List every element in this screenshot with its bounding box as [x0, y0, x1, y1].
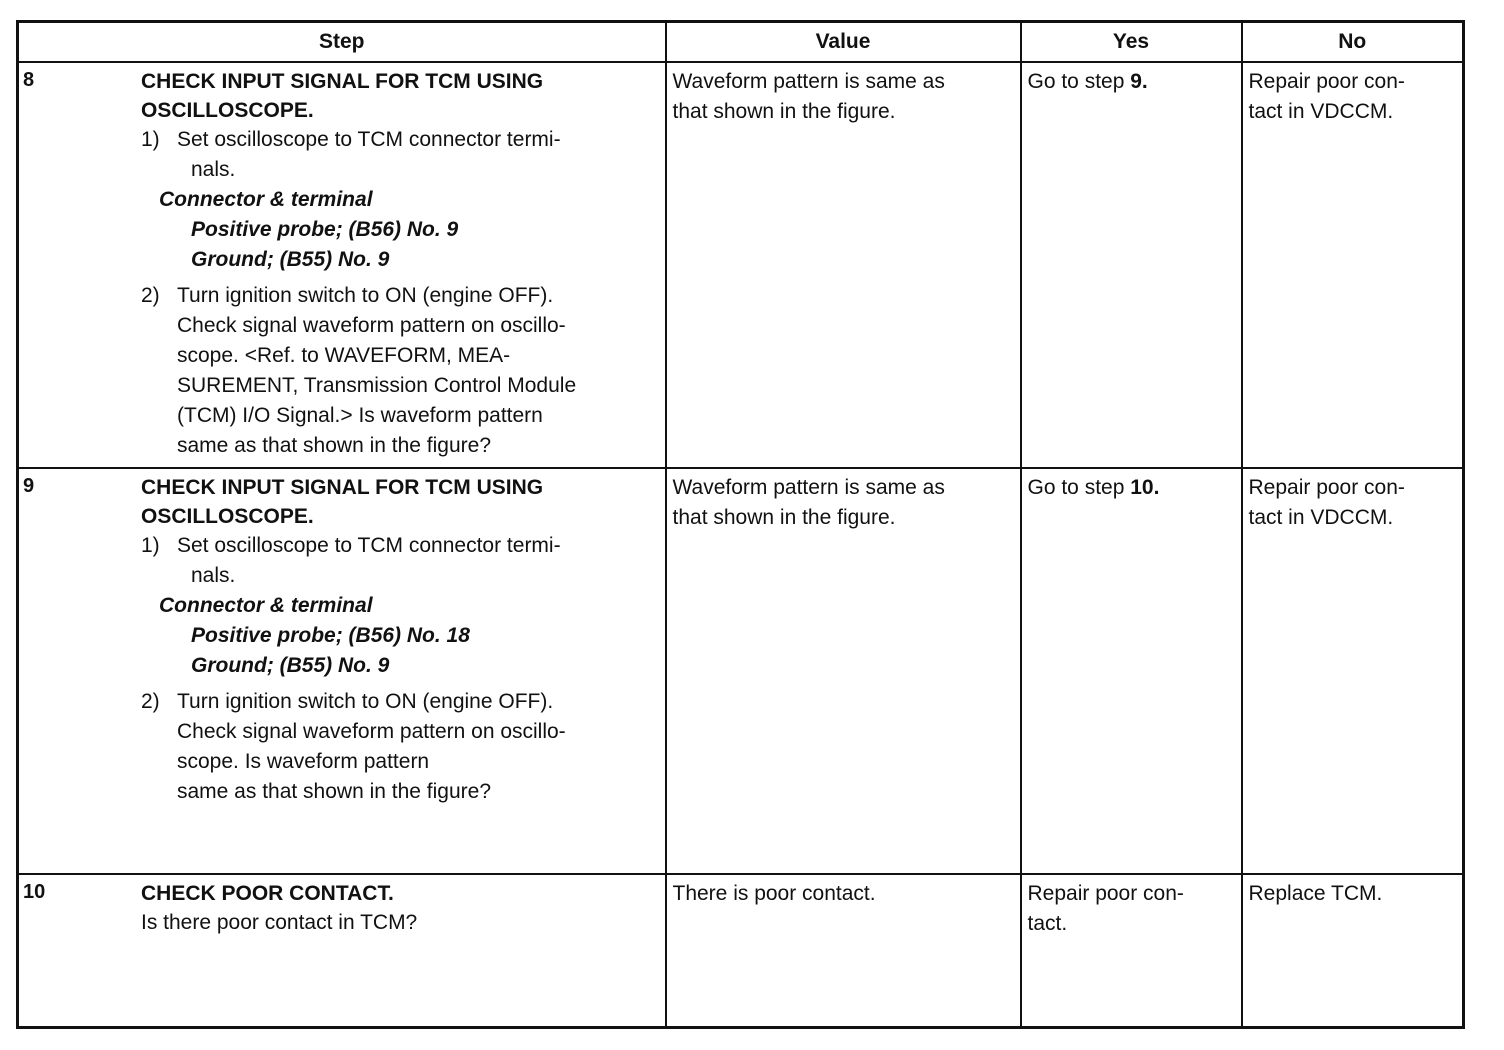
substep-text: Set oscilloscope to TCM connector termi- — [177, 128, 561, 151]
step-number: 9 — [23, 475, 35, 497]
yes-cell — [1021, 874, 1242, 1028]
substep — [141, 125, 659, 185]
step-cell — [18, 874, 666, 1028]
substep-number: 1) — [141, 128, 160, 151]
substep-text: nals. — [191, 564, 236, 587]
ground-probe: Ground; (B55) No. 9 — [191, 654, 390, 677]
table-row — [18, 62, 1464, 468]
positive-probe: Positive probe; (B56) No. 18 — [191, 624, 470, 647]
no-text: Replace TCM. — [1248, 882, 1383, 905]
header-row — [18, 22, 1464, 63]
step-number: 8 — [23, 69, 35, 91]
yes-cell — [1021, 62, 1242, 468]
no-text: tact in VDCCM. — [1248, 506, 1394, 529]
substep — [141, 531, 659, 591]
step-title-line: CHECK INPUT SIGNAL FOR TCM USING — [141, 476, 544, 499]
step-title-line: CHECK INPUT SIGNAL FOR TCM USING — [141, 70, 544, 93]
table-row — [18, 874, 1464, 1028]
step-question: Is there poor contact in TCM? — [141, 911, 418, 934]
substep — [141, 281, 659, 461]
substep-text: (TCM) I/O Signal.> Is waveform pattern — [177, 404, 543, 427]
substep-text: Turn ignition switch to ON (engine OFF). — [177, 690, 554, 713]
substep-text: Set oscilloscope to TCM connector termi- — [177, 534, 561, 557]
value-text: that shown in the figure. — [672, 506, 896, 529]
substep-text: Check signal waveform pattern on oscillo- — [177, 314, 566, 337]
substep-text: same as that shown in the figure? — [177, 434, 492, 457]
no-cell — [1242, 62, 1464, 468]
substep-text: SUREMENT, Transmission Control Module — [177, 374, 577, 397]
no-text: Repair poor con- — [1248, 70, 1405, 93]
table-row — [18, 468, 1464, 874]
yes-text: tact. — [1027, 912, 1068, 935]
connector-label: Connector & terminal — [159, 188, 373, 211]
yes-text: Repair poor con- — [1027, 882, 1184, 905]
value-cell — [666, 468, 1021, 874]
no-text: Repair poor con- — [1248, 476, 1405, 499]
step-title: CHECK POOR CONTACT. — [141, 882, 394, 905]
substep-text: Turn ignition switch to ON (engine OFF). — [177, 284, 554, 307]
connector-label: Connector & terminal — [159, 594, 373, 617]
substep-text: scope. Is waveform pattern — [177, 750, 430, 773]
substep-text: Check signal waveform pattern on oscillo- — [177, 720, 566, 743]
no-text: tact in VDCCM. — [1248, 100, 1394, 123]
yes-cell — [1021, 468, 1242, 874]
substep — [141, 687, 659, 807]
step-title-line: OSCILLOSCOPE. — [141, 99, 314, 122]
header-no: No — [1242, 22, 1464, 63]
step-cell — [18, 468, 666, 874]
substep-number: 2) — [141, 690, 160, 713]
header-value: Value — [666, 22, 1021, 63]
substep-text: scope. <Ref. to WAVEFORM, MEA- — [177, 344, 511, 367]
substep-number: 2) — [141, 284, 160, 307]
ground-probe: Ground; (B55) No. 9 — [191, 248, 390, 271]
no-cell — [1242, 468, 1464, 874]
value-cell — [666, 874, 1021, 1028]
yes-step-link: 9. — [1130, 70, 1148, 93]
diagnostic-table-sheet — [16, 20, 1462, 1029]
value-text: Waveform pattern is same as — [672, 70, 945, 93]
no-cell — [1242, 874, 1464, 1028]
yes-text: Go to step — [1027, 70, 1131, 93]
header-step: Step — [18, 22, 666, 63]
yes-step-link: 10. — [1130, 476, 1160, 499]
step-number: 10 — [23, 881, 46, 903]
value-text: There is poor contact. — [672, 882, 876, 905]
positive-probe: Positive probe; (B56) No. 9 — [191, 218, 459, 241]
yes-text: Go to step — [1027, 476, 1131, 499]
value-cell — [666, 62, 1021, 468]
step-title — [141, 473, 659, 531]
value-text: that shown in the figure. — [672, 100, 896, 123]
step-cell — [18, 62, 666, 468]
step-title — [141, 67, 659, 125]
substep-number: 1) — [141, 534, 160, 557]
header-yes: Yes — [1021, 22, 1242, 63]
substep-text: same as that shown in the figure? — [177, 780, 492, 803]
substep-text: nals. — [191, 158, 236, 181]
diagnostic-table — [16, 20, 1465, 1029]
value-text: Waveform pattern is same as — [672, 476, 945, 499]
step-title-line: OSCILLOSCOPE. — [141, 505, 314, 528]
